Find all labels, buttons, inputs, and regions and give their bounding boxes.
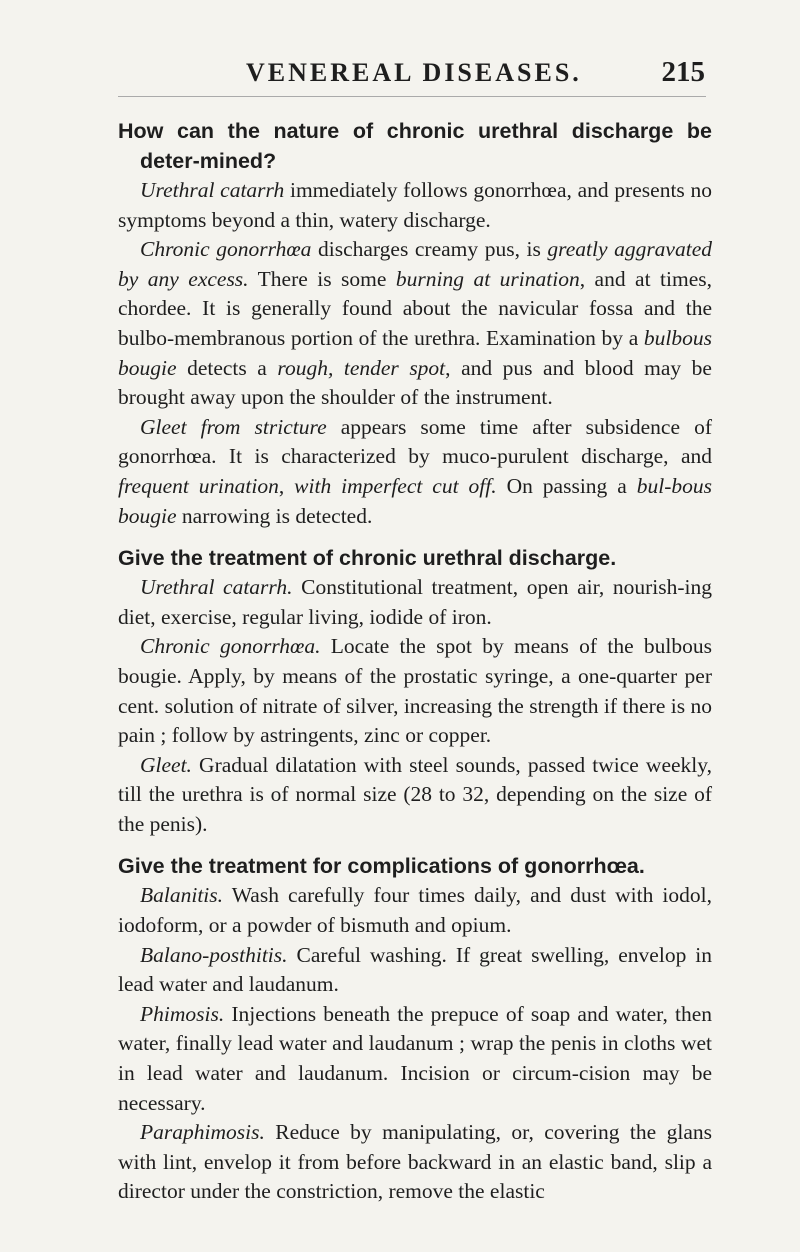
text: immediately follows gonorrhœa, and presents no symptoms beyond a thin, watery discharge.: [118, 178, 712, 232]
text: Wash carefully four times daily, and dust with iodol, iodoform, or a powder of bismuth and opium.: [118, 883, 712, 938]
text: narrowing is detected.: [176, 503, 373, 528]
paragraph: [118, 176, 712, 235]
term: Gleet from stricture: [140, 414, 327, 439]
term: Chronic gonorrhœa.: [140, 634, 321, 659]
term: Balano-posthitis.: [140, 942, 288, 967]
paragraph: [118, 941, 712, 1000]
term: Balanitis.: [140, 883, 224, 908]
text: Locate the spot by means of the bulbous bougie. Apply, by means of the prostatic syringe, a one-quarter per cent. solution of nitrate of silver, increasing the strength if there is no pain ; follow by astringents, zinc or copper.: [118, 634, 712, 748]
text: Careful washing. If great swelling, envelop in lead water and laudanum.: [118, 942, 712, 997]
question-heading: Give the treatment for complications of gonorrhœa.: [118, 854, 645, 879]
text: appears some time after subsidence of gonorrhœa. It is characterized by muco-purulent discharge, and: [118, 414, 712, 469]
emphasis: rough, tender spot: [277, 355, 446, 380]
paragraph: [118, 881, 712, 940]
page-body: [118, 116, 712, 1207]
text: detects a: [176, 355, 278, 380]
paragraph: [118, 1000, 712, 1118]
emphasis: with imperfect cut off.: [294, 473, 497, 498]
term: Phimosis.: [140, 1001, 225, 1026]
emphasis: bul-bous bougie: [118, 473, 712, 528]
emphasis: burning at urination: [395, 266, 580, 291]
text: , and at times, chordee. It is generally found about the navicular fossa and the bulbo-membranous portion of the urethra. Examination by a: [118, 266, 712, 350]
term: Paraphimosis.: [140, 1120, 265, 1145]
text: , and pus and blood may be brought away upon the shoulder of the instrument.: [118, 355, 712, 410]
text: Constitutional treatment, open air, nourish-ing diet, exercise, regular living, iodide of iron.: [118, 575, 712, 629]
header-rule: [118, 96, 706, 97]
emphasis: greatly aggravated by any excess.: [118, 237, 712, 291]
text: There is some: [248, 266, 396, 291]
page-number: 215: [661, 56, 705, 88]
text: Injections beneath the prepuce of soap and water, then water, finally lead water and laudanum ; wrap the penis in cloths wet in lead water and laudanum. Incision or circum-cision may be necessary.: [118, 1001, 712, 1115]
paragraph: [118, 235, 712, 413]
paragraph: [118, 632, 712, 750]
text: Gradual dilatation with steel sounds, passed twice weekly, till the urethra is of normal size (28 to 32, depending on the size of the penis).: [118, 752, 712, 836]
emphasis: frequent urination: [118, 473, 279, 498]
emphasis: bulbous bougie: [118, 325, 712, 380]
text: Reduce by manipulating, or, covering the glans with lint, envelop it from before backward in an elastic band, slip a director under the constriction, remove the elastic: [118, 1120, 712, 1204]
paragraph: [118, 1118, 712, 1207]
term: Gleet.: [140, 752, 192, 777]
paragraph: [118, 413, 712, 531]
term: Chronic gonorrhœa: [140, 237, 312, 262]
text: discharges creamy pus, is: [311, 237, 548, 262]
term: Urethral catarrh.: [140, 575, 293, 600]
paragraph: [118, 751, 712, 840]
question-heading: How can the nature of chronic urethral discharge be deter-mined?: [118, 119, 712, 173]
paragraph: [118, 573, 712, 632]
text: ,: [278, 473, 295, 498]
running-head: VENEREAL DISEASES.: [246, 58, 582, 87]
question-heading: Give the treatment of chronic urethral discharge.: [118, 546, 617, 571]
text: On passing a: [496, 473, 637, 498]
term: Urethral catarrh: [140, 178, 285, 202]
